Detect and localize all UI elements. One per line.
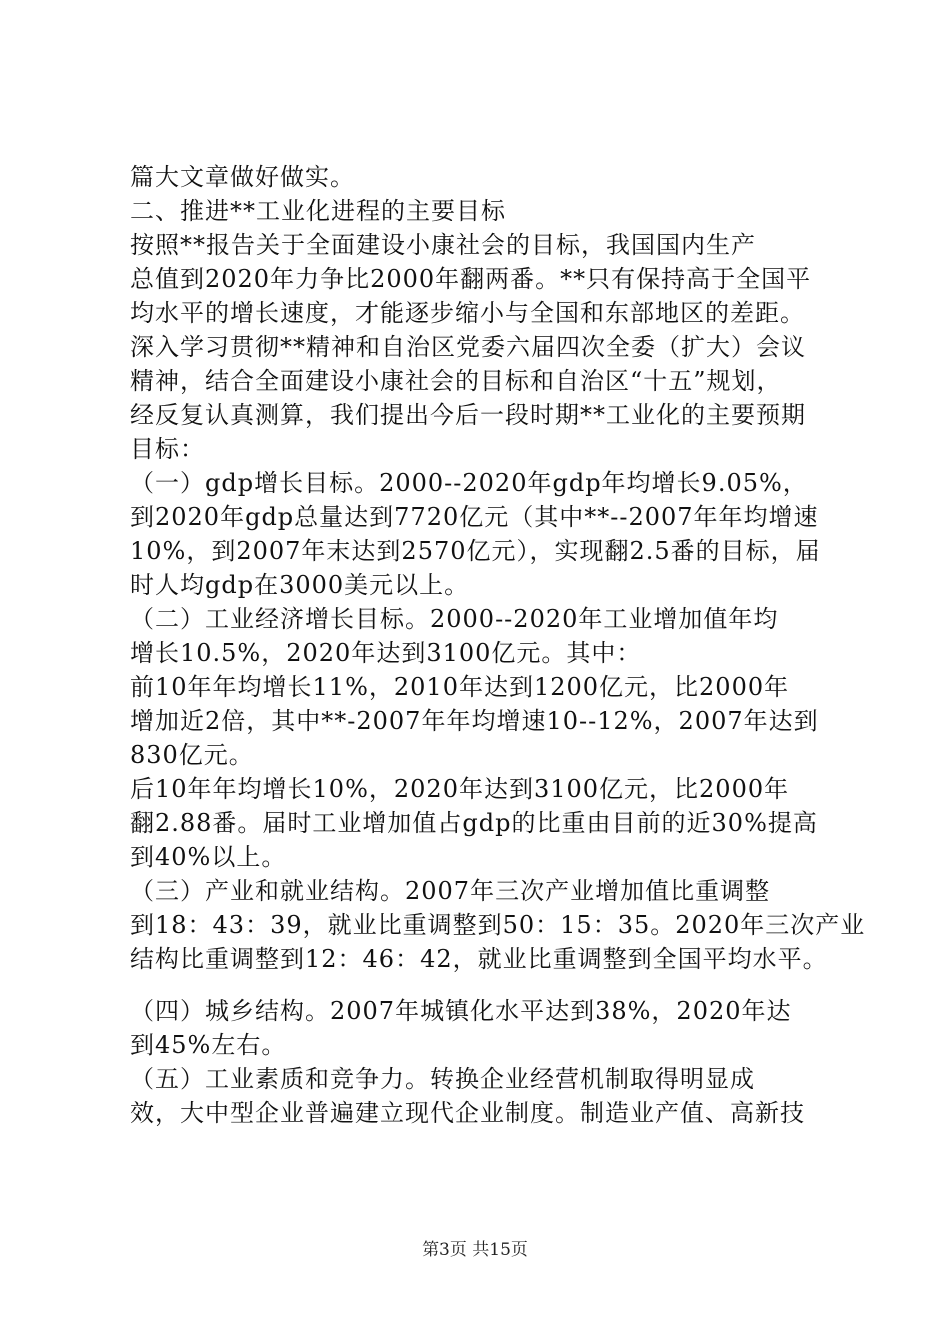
- text-line: 篇大文章做好做实。: [130, 163, 355, 191]
- text-line: 目标：: [130, 435, 205, 463]
- text-line: （三）产业和就业结构。2007年三次产业增加值比重调整: [130, 877, 771, 905]
- section-heading: 二、推进**工业化进程的主要目标: [130, 197, 506, 225]
- text-line: 10%，到2007年末达到2570亿元），实现翻2.5番的目标，届: [130, 537, 821, 565]
- text-line: 到45%左右。: [130, 1031, 287, 1059]
- page-footer: 第3页 共15页: [422, 1240, 528, 1260]
- text-line: 增长10.5%，2020年达到3100亿元。其中：: [130, 639, 642, 667]
- text-line: 后10年年均增长10%，2020年达到3100亿元，比2000年: [130, 775, 790, 803]
- text-line: 翻2.88番。届时工业增加值占gdp的比重由目前的近30%提高: [130, 809, 818, 837]
- text-line: （二）工业经济增长目标。2000--2020年工业增加值年均: [130, 605, 779, 633]
- text-line: 结构比重调整到12：46：42，就业比重调整到全国平均水平。: [130, 945, 828, 973]
- text-line: 增加近2倍，其中**-2007年年均增速10--12%，2007年达到: [130, 707, 819, 735]
- text-line: 深入学习贯彻**精神和自治区党委六届四次全委（扩大）会议: [130, 333, 806, 361]
- text-line: 按照**报告关于全面建设小康社会的目标，我国国内生产: [130, 231, 756, 259]
- text-line: 经反复认真测算，我们提出今后一段时期**工业化的主要预期: [130, 401, 806, 429]
- text-line: 效，大中型企业普遍建立现代企业制度。制造业产值、高新技: [130, 1099, 805, 1127]
- text-line: 均水平的增长速度，才能逐步缩小与全国和东部地区的差距。: [130, 299, 805, 327]
- text-line: （四）城乡结构。2007年城镇化水平达到38%，2020年达: [130, 997, 792, 1025]
- text-line: 830亿元。: [130, 741, 254, 769]
- text-line: （五）工业素质和竞争力。转换企业经营机制取得明显成: [130, 1065, 755, 1093]
- text-line: 精神，结合全面建设小康社会的目标和自治区“十五”规划，: [130, 367, 782, 395]
- text-line: 到2020年gdp总量达到7720亿元（其中**--2007年年均增速: [130, 503, 819, 531]
- text-line: 前10年年均增长11%，2010年达到1200亿元，比2000年: [130, 673, 790, 701]
- text-line: 到18：43：39，就业比重调整到50：15：35。2020年三次产业: [130, 911, 866, 939]
- text-line: （一）gdp增长目标。2000--2020年gdp年均增长9.05%，: [130, 469, 808, 497]
- text-line: 到40%以上。: [130, 843, 287, 871]
- text-line: 总值到2020年力争比2000年翻两番。**只有保持高于全国平: [130, 265, 812, 293]
- text-line: 时人均gdp在3000美元以上。: [130, 571, 470, 599]
